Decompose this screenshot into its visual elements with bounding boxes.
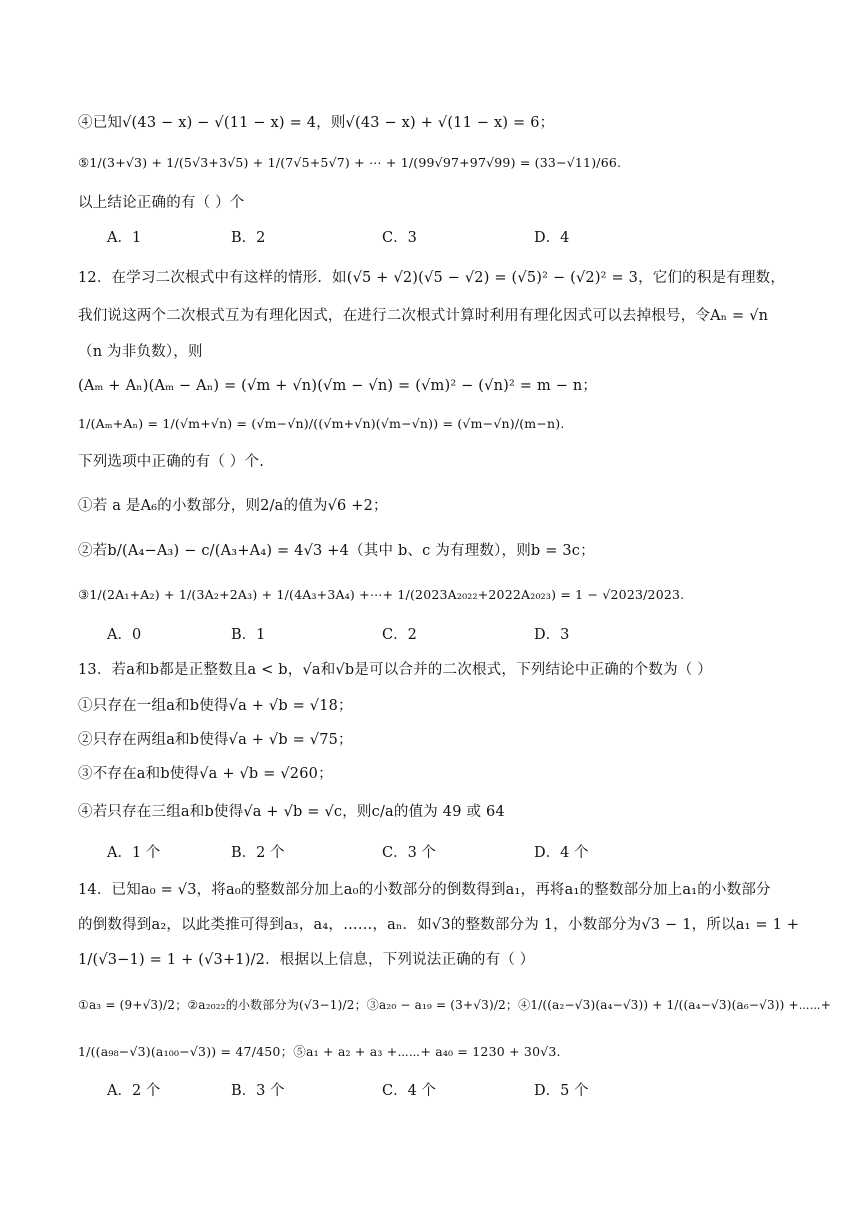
q13-statement-3: ③不存在a和b使得√a + √b = √260； (78, 766, 333, 782)
q11-option-a: A．1 (107, 230, 142, 246)
q13-line-1: 13．若a和b都是正整数且a < b，√a和√b是可以合并的二次根式，下列结论中正确的个数为（ ） (78, 662, 712, 678)
q12-line-1: 12．在学习二次根式中有这样的情形．如(√5 + √2)(√5 − √2) = (√5)² − (√2)² = 3，它们的积是有理数， (78, 270, 786, 286)
q12-statement-2: ②若b/(A₄−A₃) − c/(A₃+A₄) = 4√3 +4（其中 b、c 为有理数），则b = 3c； (78, 543, 595, 559)
q11-option-b: B．2 (231, 230, 266, 246)
q12-line-4: (Aₘ + Aₙ)(Aₘ − Aₙ) = (√m + √n)(√m − √n) = (√m)² − (√n)² = m − n； (78, 378, 598, 394)
q12-option-a: A．0 (107, 627, 142, 643)
q12-option-b: B．1 (231, 627, 266, 643)
q13-option-b: B．2 个 (231, 845, 285, 861)
q12-option-c: C．2 (382, 627, 417, 643)
q14-line-1: 14．已知a₀ = √3，将a₀的整数部分加上a₀的小数部分的倒数得到a₁，再将a₁的整数部分加上a₁的小数部分 (78, 882, 771, 898)
q13-statement-4: ④若只存在三组a和b使得√a + √b = √c，则c/a的值为 49 或 64 (78, 804, 505, 820)
q13-option-a: A．1 个 (107, 845, 161, 861)
q14-option-b: B．3 个 (231, 1083, 285, 1099)
q14-option-a: A．2 个 (107, 1083, 161, 1099)
q14-line-2: 的倒数得到a₂，以此类推可得到a₃，a₄，……，aₙ．如√3的整数部分为 1，小数部分为√3 − 1，所以a₁ = 1 + (78, 917, 800, 933)
q14-line-3: 1/(√3−1) = 1 + (√3+1)/2．根据以上信息，下列说法正确的有（ ） (78, 952, 535, 968)
q12-statement-1: ①若 a 是A₆的小数部分，则2/a的值为√6 +2； (78, 498, 388, 514)
q12-line-2: 我们说这两个二次根式互为有理化因式，在进行二次根式计算时利用有理化因式可以去掉根号，令Aₙ = √n (78, 308, 769, 324)
q11-option-c: C．3 (382, 230, 417, 246)
q11-stem: 以上结论正确的有（ ）个 (78, 195, 245, 211)
q14-option-c: C．4 个 (382, 1083, 436, 1099)
q11-option-d: D．4 (534, 230, 570, 246)
q14-statements-1-4: ①a₃ = (9+√3)/2；②a₂₀₂₂的小数部分为(√3−1)/2；③a₂₀ − a₁₉ = (3+√3)/2；④1/((a₂−√3)(a₄−√3)) + 1/((a₄−√3)(a₆−√3)) +⋯⋯+ (78, 998, 832, 1012)
q12-line-5: 1/(Aₘ+Aₙ) = 1/(√m+√n) = (√m−√n)/((√m+√n)(√m−√n)) = (√m−√n)/(m−n). (78, 416, 565, 431)
q13-statement-1: ①只存在一组a和b使得√a + √b = √18； (78, 698, 353, 714)
q12-line-3: （n 为非负数），则 (78, 344, 203, 360)
q12-statement-3: ③1/(2A₁+A₂) + 1/(3A₂+2A₃) + 1/(4A₃+3A₄) +⋯+ 1/(2023A₂₀₂₂+2022A₂₀₂₃) = 1 − √2023/2023. (78, 587, 685, 602)
q13-option-c: C．3 个 (382, 845, 436, 861)
q13-statement-2: ②只存在两组a和b使得√a + √b = √75； (78, 732, 353, 748)
q11-statement-4: ④已知√(43 − x) − √(11 − x) = 4，则√(43 − x) + √(11 − x) = 6； (78, 115, 555, 131)
q12-option-d: D．3 (534, 627, 570, 643)
q14-option-d: D．5 个 (534, 1083, 589, 1099)
q14-statements-4-5: 1/((a₉₈−√3)(a₁₀₀−√3)) = 47/450；⑤a₁ + a₂ + a₃ +⋯⋯+ a₄₀ = 1230 + 30√3. (78, 1044, 561, 1059)
q12-stem: 下列选项中正确的有（ ）个. (78, 454, 265, 470)
q13-option-d: D．4 个 (534, 845, 589, 861)
q11-statement-5: ⑤1/(3+√3) + 1/(5√3+3√5) + 1/(7√5+5√7) + ⋯ + 1/(99√97+97√99) = (33−√11)/66. (78, 155, 622, 170)
